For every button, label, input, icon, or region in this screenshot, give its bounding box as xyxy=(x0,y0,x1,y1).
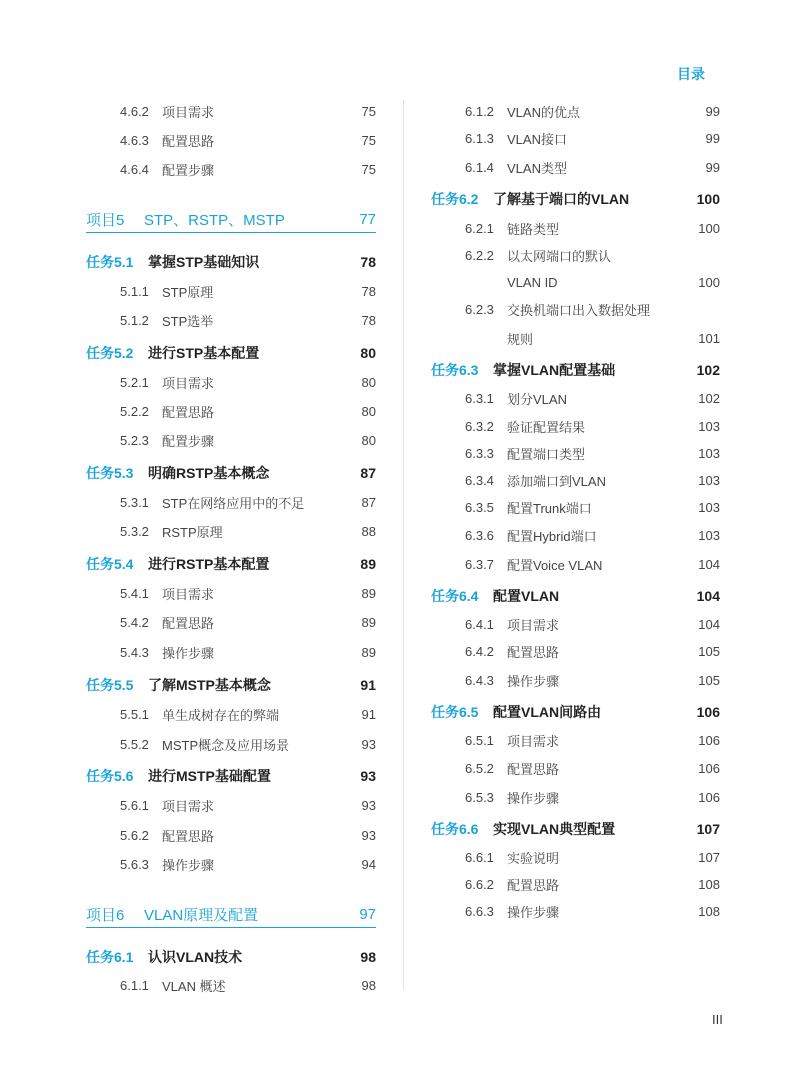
toc-entry-page: 93 xyxy=(361,797,376,813)
toc-entry-sub[interactable] xyxy=(465,901,720,921)
toc-entry-page: 108 xyxy=(698,903,720,919)
toc-entry-page: 106 xyxy=(698,789,720,805)
toc-entry-sub[interactable] xyxy=(465,758,720,778)
toc-entry-sub[interactable] xyxy=(465,670,720,690)
toc-entry-page: 101 xyxy=(698,330,720,346)
toc-entry-number: 任务6.5 xyxy=(431,704,479,720)
section-header-title: 目录 xyxy=(677,66,705,82)
toc-entry-sub[interactable] xyxy=(465,847,720,867)
toc-entry-number: 5.6.2 xyxy=(120,827,149,843)
toc-entry-number: 6.5.3 xyxy=(465,789,494,805)
toc-entry-number: 5.6.1 xyxy=(120,797,149,813)
toc-entry-title: VLAN类型 xyxy=(507,160,567,176)
toc-entry-title: 交换机端口出入数据处理 xyxy=(507,302,651,318)
toc-entry-number: 6.2.3 xyxy=(465,301,494,317)
toc-entry-page: 106 xyxy=(698,760,720,776)
toc-entry-title: 验证配置结果 xyxy=(507,419,586,435)
toc-entry-number: 任务6.6 xyxy=(431,821,479,837)
toc-entry-page: 104 xyxy=(698,556,720,572)
toc-entry-number: 4.6.3 xyxy=(120,132,149,148)
toc-entry-page: 99 xyxy=(705,103,720,119)
toc-entry-page: 91 xyxy=(361,706,376,722)
toc-entry-page: 80 xyxy=(360,345,376,361)
toc-entry-page: 105 xyxy=(698,643,720,659)
toc-entry-page: 93 xyxy=(361,827,376,843)
toc-entry-sub[interactable] xyxy=(465,157,720,177)
toc-entry-number: 任务5.5 xyxy=(86,677,134,693)
toc-entry-title: 配置思路 xyxy=(507,877,560,893)
toc-entry-page: 98 xyxy=(361,977,376,993)
toc-entry-number: 4.6.4 xyxy=(120,161,149,177)
toc-entry-number: 任务5.4 xyxy=(86,556,134,572)
toc-entry-title: 以太网端口的默认 xyxy=(507,248,612,264)
toc-entry-number: 6.4.2 xyxy=(465,643,494,659)
toc-entry-page: 100 xyxy=(696,191,720,207)
toc-entry-number: 5.6.3 xyxy=(120,856,149,872)
toc-entry-number: 6.3.6 xyxy=(465,527,494,543)
toc-entry-number: 任务5.2 xyxy=(86,345,134,361)
toc-entry-page: 103 xyxy=(698,527,720,543)
toc-entry-page: 89 xyxy=(361,614,376,630)
toc-entry-sub[interactable] xyxy=(465,128,720,148)
toc-entry-title: 配置步骤 xyxy=(162,433,215,449)
toc-entry-number: 6.1.4 xyxy=(465,159,494,175)
toc-entry-page: 103 xyxy=(698,445,720,461)
toc-entry-task[interactable] xyxy=(431,189,720,209)
toc-entry-number: 6.5.2 xyxy=(465,760,494,776)
toc-entry-page: 89 xyxy=(360,556,376,572)
toc-entry-page: 93 xyxy=(361,736,376,752)
toc-entry-title: 配置思路 xyxy=(162,615,215,631)
toc-entry-title: STP、RSTP、MSTP xyxy=(144,212,285,229)
toc-entry-title: 掌握STP基础知识 xyxy=(148,254,260,270)
toc-entry-title: 配置思路 xyxy=(162,404,215,420)
toc-entry-number: 任务5.1 xyxy=(86,254,134,270)
toc-entry-title: 操作步骤 xyxy=(507,673,560,689)
toc-entry-page: 80 xyxy=(361,432,376,448)
toc-entry-sub[interactable] xyxy=(465,641,720,661)
toc-entry-title: 操作步骤 xyxy=(162,857,215,873)
toc-entry-number: 项目6 xyxy=(86,907,125,924)
toc-entry-page: 103 xyxy=(698,499,720,515)
toc-entry-page: 107 xyxy=(698,849,720,865)
toc-entry-page: 97 xyxy=(359,906,376,923)
toc-entry-page: 89 xyxy=(361,644,376,660)
toc-entry-title: 操作步骤 xyxy=(507,790,560,806)
toc-entry-page: 104 xyxy=(698,616,720,632)
toc-entry-sub[interactable] xyxy=(465,443,720,463)
toc-entry-page: 78 xyxy=(361,312,376,328)
toc-entry-number: 6.2.2 xyxy=(465,247,494,263)
toc-entry-title: 了解MSTP基本概念 xyxy=(148,677,271,693)
toc-entry-number: 6.3.3 xyxy=(465,445,494,461)
toc-entry-title: 项目需求 xyxy=(162,375,215,391)
toc-entry-page: 104 xyxy=(696,588,720,604)
toc-entry-title: 配置端口类型 xyxy=(507,446,586,462)
toc-entry-page: 78 xyxy=(361,283,376,299)
toc-entry-sub[interactable] xyxy=(465,101,720,121)
toc-entry-page: 108 xyxy=(698,876,720,892)
toc-entry-title: 配置VLAN间路由 xyxy=(493,704,602,720)
toc-entry-page: 80 xyxy=(361,374,376,390)
toc-entry-title: 划分VLAN xyxy=(507,391,567,407)
toc-entry-number: 6.3.2 xyxy=(465,418,494,434)
toc-entry-page: 93 xyxy=(360,768,376,784)
toc-entry-title: 规则 xyxy=(507,331,534,347)
toc-entry-number: 任务5.6 xyxy=(86,768,134,784)
toc-entry-page: 106 xyxy=(698,732,720,748)
toc-entry-title: STP选举 xyxy=(162,313,214,329)
toc-entry-title: 进行STP基本配置 xyxy=(148,345,260,361)
toc-entry-number: 6.4.3 xyxy=(465,672,494,688)
page-number: III xyxy=(712,1012,723,1027)
toc-entry-page: 100 xyxy=(698,274,720,290)
toc-entry-number: 6.3.7 xyxy=(465,556,494,572)
toc-entry-task[interactable] xyxy=(431,819,720,839)
toc-entry-page: 103 xyxy=(698,418,720,434)
toc-entry-number: 任务5.3 xyxy=(86,465,134,481)
toc-entry-page: 87 xyxy=(360,465,376,481)
toc-entry-page: 99 xyxy=(705,130,720,146)
toc-entry-task[interactable] xyxy=(431,586,720,606)
toc-entry-number: 5.2.3 xyxy=(120,432,149,448)
toc-entry-title: 配置思路 xyxy=(162,133,215,149)
toc-entry-page: 88 xyxy=(361,523,376,539)
toc-entry-title: 掌握VLAN配置基础 xyxy=(493,362,616,378)
toc-entry-task[interactable] xyxy=(431,702,720,722)
toc-entry-number: 5.3.2 xyxy=(120,523,149,539)
toc-entry-sub[interactable] xyxy=(465,416,720,436)
toc-entry-title: 链路类型 xyxy=(507,221,560,237)
toc-entry-title: 进行RSTP基本配置 xyxy=(148,556,270,572)
toc-entry-page: 75 xyxy=(361,103,376,119)
toc-entry-number: 6.3.4 xyxy=(465,472,494,488)
toc-entry-title: 配置Trunk端口 xyxy=(507,500,592,516)
toc-entry-number: 6.4.1 xyxy=(465,616,494,632)
toc-entry-sub[interactable] xyxy=(465,388,720,408)
toc-entry-page: 78 xyxy=(360,254,376,270)
toc-entry-title: RSTP原理 xyxy=(162,524,223,540)
toc-entry-sub[interactable] xyxy=(465,497,720,517)
toc-entry-sub[interactable] xyxy=(465,525,720,545)
toc-entry-number: 5.5.2 xyxy=(120,736,149,752)
toc-entry-page: 99 xyxy=(705,159,720,175)
toc-entry-title: 明确RSTP基本概念 xyxy=(148,465,270,481)
toc-entry-number: 5.4.3 xyxy=(120,644,149,660)
toc-entry-title: 项目需求 xyxy=(162,104,215,120)
toc-entry-sub[interactable] xyxy=(465,614,720,634)
toc-entry-title: 了解基于端口的VLAN xyxy=(493,191,630,207)
toc-entry-page: 80 xyxy=(361,403,376,419)
toc-entry-sub[interactable] xyxy=(465,272,720,292)
toc-entry-number: 6.3.5 xyxy=(465,499,494,515)
toc-entry-number: 项目5 xyxy=(86,212,125,229)
toc-entry-title: 配置步骤 xyxy=(162,162,215,178)
toc-entry-page: 91 xyxy=(360,677,376,693)
toc-entry-title: 配置Hybrid端口 xyxy=(507,528,597,544)
toc-entry-page: 100 xyxy=(698,220,720,236)
toc-entry-title: VLAN 概述 xyxy=(162,978,226,994)
toc-entry-number: 6.1.2 xyxy=(465,103,494,119)
toc-entry-title: 配置思路 xyxy=(507,644,560,660)
toc-entry-page: 107 xyxy=(696,821,720,837)
toc-entry-number: 6.1.3 xyxy=(465,130,494,146)
toc-entry-page: 105 xyxy=(698,672,720,688)
toc-entry-page: 75 xyxy=(361,161,376,177)
toc-entry-title: 操作步骤 xyxy=(507,904,560,920)
toc-entry-page: 87 xyxy=(361,494,376,510)
toc-entry-title: 配置VLAN xyxy=(493,588,560,604)
toc-entry-number: 6.5.1 xyxy=(465,732,494,748)
toc-entry-title: VLAN原理及配置 xyxy=(144,907,259,924)
toc-entry-sub[interactable] xyxy=(465,218,720,238)
toc-entry-number: 5.5.1 xyxy=(120,706,149,722)
toc-entry-page: 102 xyxy=(696,362,720,378)
toc-entry-number: 任务6.2 xyxy=(431,191,479,207)
toc-entry-title: MSTP概念及应用场景 xyxy=(162,737,290,753)
toc-entry-title: 实验说明 xyxy=(507,850,560,866)
toc-entry-title: 配置思路 xyxy=(507,761,560,777)
toc-entry-title: STP在网络应用中的不足 xyxy=(162,495,305,511)
toc-entry-number: 6.2.1 xyxy=(465,220,494,236)
toc-entry-title: 认识VLAN技术 xyxy=(148,949,243,965)
toc-entry-number: 5.4.2 xyxy=(120,614,149,630)
toc-entry-page: 75 xyxy=(361,132,376,148)
toc-entry-number: 任务6.3 xyxy=(431,362,479,378)
toc-entry-sub[interactable] xyxy=(465,730,720,750)
toc-entry-task[interactable] xyxy=(431,360,720,380)
toc-entry-sub[interactable] xyxy=(465,554,720,574)
toc-entry-number: 6.1.1 xyxy=(120,977,149,993)
toc-entry-number: 5.1.1 xyxy=(120,283,149,299)
toc-entry-sub[interactable] xyxy=(465,245,720,265)
toc-entry-title: 进行MSTP基础配置 xyxy=(148,768,271,784)
toc-entry-number: 6.6.3 xyxy=(465,903,494,919)
toc-entry-number: 6.6.2 xyxy=(465,876,494,892)
toc-entry-number: 4.6.2 xyxy=(120,103,149,119)
toc-entry-sub[interactable] xyxy=(465,470,720,490)
toc-entry-page: 94 xyxy=(361,856,376,872)
toc-entry-title: VLAN的优点 xyxy=(507,104,580,120)
toc-entry-title: 项目需求 xyxy=(507,617,560,633)
toc-entry-number: 5.1.2 xyxy=(120,312,149,328)
toc-entry-number: 6.6.1 xyxy=(465,849,494,865)
toc-entry-title: VLAN接口 xyxy=(507,131,567,147)
toc-entry-title: 单生成树存在的弊端 xyxy=(162,707,280,723)
toc-entry-title: 添加端口到VLAN xyxy=(507,473,606,489)
toc-entry-title: 配置思路 xyxy=(162,828,215,844)
toc-entry-number: 6.3.1 xyxy=(465,390,494,406)
toc-entry-number: 5.4.1 xyxy=(120,585,149,601)
toc-entry-page: 103 xyxy=(698,472,720,488)
toc-entry-page: 77 xyxy=(359,211,376,228)
toc-entry-title: 配置Voice VLAN xyxy=(507,557,603,573)
toc-entry-sub[interactable] xyxy=(465,299,720,319)
toc-entry-title: 实现VLAN典型配置 xyxy=(493,821,616,837)
toc-entry-page: 102 xyxy=(698,390,720,406)
toc-entry-page: 89 xyxy=(361,585,376,601)
toc-entry-sub[interactable] xyxy=(465,787,720,807)
toc-entry-number: 5.3.1 xyxy=(120,494,149,510)
toc-entry-page: 98 xyxy=(360,949,376,965)
toc-entry-sub[interactable] xyxy=(465,328,720,348)
toc-entry-title: VLAN ID xyxy=(507,274,558,290)
toc-entry-sub[interactable] xyxy=(465,874,720,894)
toc-entry-number: 5.2.2 xyxy=(120,403,149,419)
toc-entry-number: 任务6.1 xyxy=(86,949,134,965)
toc-entry-number: 任务6.4 xyxy=(431,588,479,604)
toc-entry-number: 5.2.1 xyxy=(120,374,149,390)
toc-entry-title: 项目需求 xyxy=(162,586,215,602)
toc-entry-title: 项目需求 xyxy=(507,733,560,749)
toc-entry-title: 操作步骤 xyxy=(162,645,215,661)
toc-entry-title: STP原理 xyxy=(162,284,214,300)
toc-entry-page: 106 xyxy=(696,704,720,720)
toc-entry-title: 项目需求 xyxy=(162,798,215,814)
